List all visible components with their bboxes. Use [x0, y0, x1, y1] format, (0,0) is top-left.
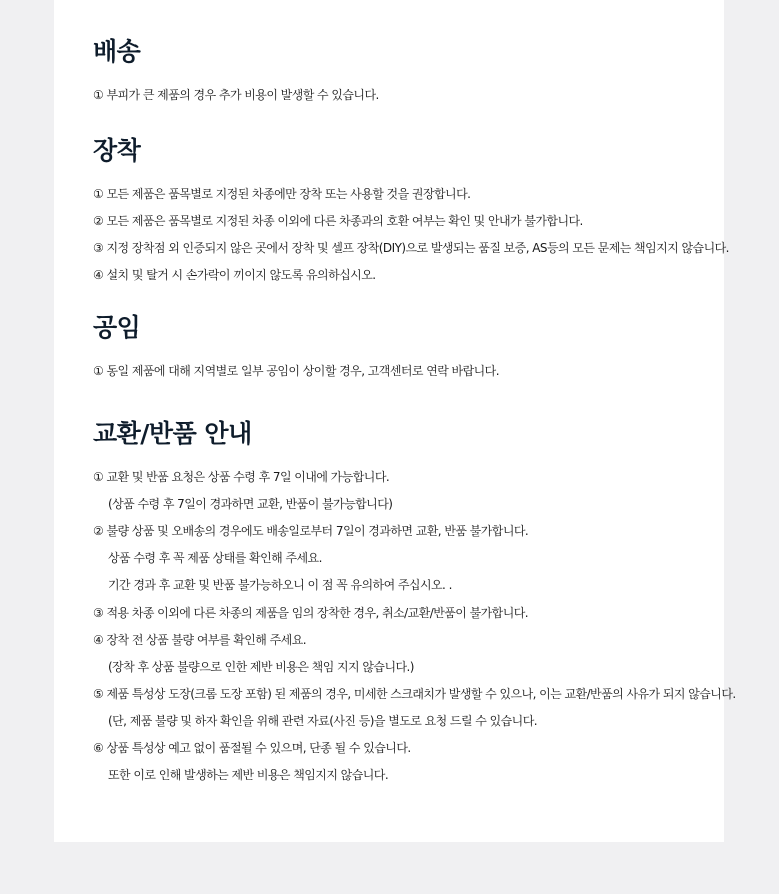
section-title: 교환/반품 안내 [93, 419, 252, 448]
notice-line: ② 모든 제품은 품목별로 지정된 차종 이외에 다른 차종과의 호환 여부는 확인 및 안내가 불가합니다. [93, 214, 583, 228]
section-title: 공임 [93, 313, 141, 342]
section-installation [93, 136, 729, 282]
notice-line: (단, 제품 불량 및 하자 확인을 위해 관련 자료(사진 등)을 별도로 요청 드릴 수 있습니다. [108, 714, 538, 728]
notice-line: ⑤ 제품 특성상 도장(크롬 도장 포함) 된 제품의 경우, 미세한 스크래치가 발생할 수 있으나, 이는 교환/반품의 사유가 되지 않습니다. [93, 687, 736, 701]
notice-line: ④ 장착 전 상품 불량 여부를 확인해 주세요. [93, 633, 306, 647]
section-delivery [93, 37, 724, 102]
notice-line: (장착 후 상품 불량으로 인한 제반 비용은 책임 지지 않습니다.) [108, 660, 414, 674]
section-title: 배송 [93, 37, 141, 66]
notice-line: 기간 경과 후 교환 및 반품 불가능하오니 이 점 꼭 유의하여 주십시오. . [108, 578, 452, 592]
notice-line: ① 모든 제품은 품목별로 지정된 차종에만 장착 또는 사용할 것을 권장합니다. [93, 187, 471, 201]
notice-line: ④ 설치 및 탈거 시 손가락이 끼이지 않도록 유의하십시오. [93, 268, 376, 282]
notice-line: 상품 수령 후 꼭 제품 상태를 확인해 주세요. [108, 551, 322, 565]
notice-line: ③ 지정 장착점 외 인증되지 않은 곳에서 장착 및 셀프 장착(DIY)으로 발생되는 품질 보증, AS등의 모든 문제는 책임지지 않습니다. [93, 241, 729, 255]
notice-line: ⑥ 상품 특성상 예고 없이 품절될 수 있으며, 단종 될 수 있습니다. [93, 741, 411, 755]
notice-line: ③ 적용 차종 이외에 다른 차종의 제품을 임의 장착한 경우, 취소/교환/반품이 불가합니다. [93, 606, 529, 620]
notice-line: ① 교환 및 반품 요청은 상품 수령 후 7일 이내에 가능합니다. [93, 470, 390, 484]
notice-card [54, 0, 736, 842]
notice-line: (상품 수령 후 7일이 경과하면 교환, 반품이 불가능합니다) [108, 497, 393, 511]
notice-line: ① 부피가 큰 제품의 경우 추가 비용이 발생할 수 있습니다. [93, 88, 379, 102]
notice-line: ② 불량 상품 및 오배송의 경우에도 배송일로부터 7일이 경과하면 교환, 반품 불가합니다. [93, 524, 529, 538]
section-exchange-return [93, 419, 736, 782]
section-labor-cost [93, 313, 724, 378]
section-title: 장착 [93, 136, 141, 165]
notice-line: ① 동일 제품에 대해 지역별로 일부 공임이 상이할 경우, 고객센터로 연락 바랍니다. [93, 364, 499, 378]
notice-line: 또한 이로 인해 발생하는 제반 비용은 책임지지 않습니다. [108, 768, 389, 782]
